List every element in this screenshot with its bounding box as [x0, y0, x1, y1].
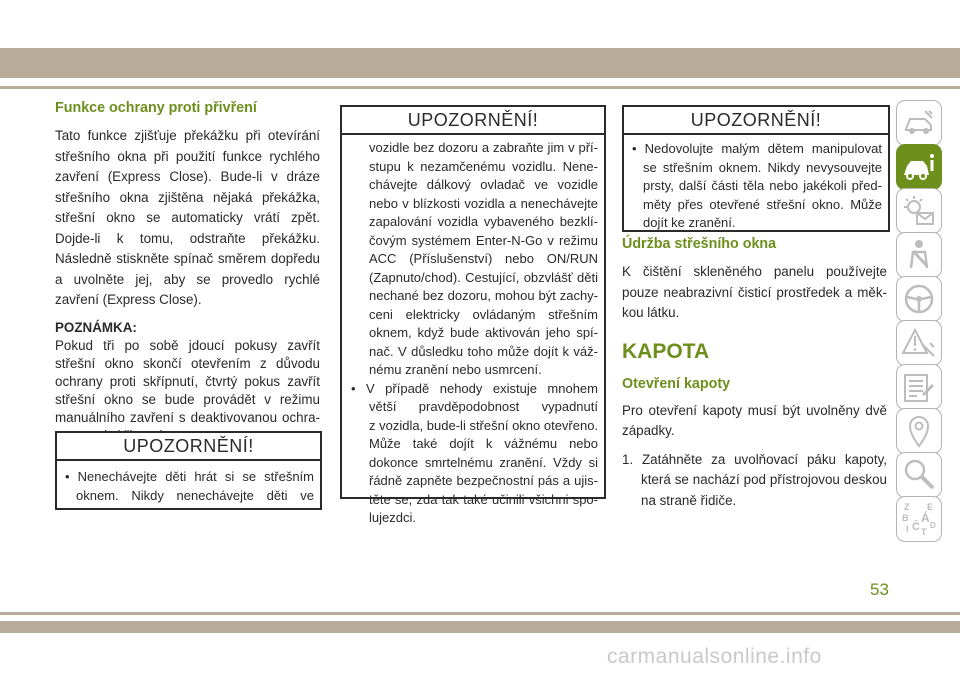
- note-line: ochrany proti skřípnutí, čtvrtý pokus zavřít: [55, 373, 320, 389]
- note-line: manuálního zavření s deaktivovanou ochra-: [55, 409, 320, 425]
- paragraph-line: a uvolněte jej, aby se provedlo rychlé: [55, 271, 320, 287]
- header-rule: [0, 86, 960, 89]
- warning-box: [622, 105, 890, 232]
- index-letter: Z: [904, 502, 910, 512]
- steering-wheel-icon: [901, 281, 937, 317]
- index-letter: Č: [912, 521, 920, 533]
- tab-servicing-maintenance[interactable]: [896, 364, 942, 410]
- page-number: 53: [870, 580, 889, 599]
- paragraph-line: pouze neabrazivní čisticí prostředek a měk-: [622, 284, 887, 300]
- paragraph-line: zavření (Express Close).: [55, 292, 202, 307]
- paragraph-line: střešního okna zjištěna nějaká překážka,: [55, 189, 320, 205]
- paragraph: [622, 401, 887, 442]
- step-line: která se nachází pod přístrojovou deskou: [641, 472, 887, 487]
- warning-line: větší pravděpodobnost vypadnutí: [369, 399, 598, 414]
- warning-title: UPOZORNĚNÍ!: [57, 433, 320, 461]
- tab-safety[interactable]: [896, 232, 942, 278]
- warning-line: nač. V důsledku toho může dojít k váž-: [369, 343, 598, 359]
- bullet-item: • Nedovolujte malým dětem manipulovat: [632, 141, 882, 156]
- warning-line: Může také dojít k vážnému nebo: [369, 436, 598, 451]
- note-title: POZNÁMKA:: [55, 319, 137, 335]
- step-line: na straně řidiče.: [641, 492, 737, 508]
- note-text: [55, 337, 320, 445]
- tab-starting-operating[interactable]: [896, 276, 942, 322]
- warning-line: ceni elektricky ovládaným střešním: [369, 306, 598, 322]
- warning-line: prsty, další části těla nebo jakékoli před-: [643, 178, 882, 193]
- warning-line: (Zapnuto/chod). Cestující, obzvlášť děti: [369, 269, 598, 285]
- paragraph-line: Dojde-li k tomu, odstraňte překážku.: [55, 230, 320, 246]
- section-heading: Funkce ochrany proti přivření: [55, 100, 257, 116]
- warning-line: stupu k nezamčenému vozidlu. Nene-: [369, 158, 598, 174]
- note-line: Pokud tři po sobě jdoucí pokusy zavřít: [55, 337, 320, 353]
- right-column: [622, 236, 887, 511]
- warning-line: oknem. Nikdy nenechávejte děti ve: [76, 487, 314, 503]
- warning-line: čovým systémem Enter-N-Go v režimu: [369, 232, 598, 248]
- warning-box-continued: [340, 105, 606, 525]
- index-letter: Á: [921, 511, 930, 525]
- note-line: střešní okno skončí otevřením z důvodu: [55, 355, 320, 371]
- warning-line: se střešním oknem. Nikdy nevysouvejte: [643, 159, 882, 175]
- warning-line: chávejte dálkový ovladač ve vozidle: [369, 177, 598, 192]
- tab-instrument-cluster[interactable]: [896, 188, 942, 234]
- warning-light-icon: [901, 193, 937, 229]
- header-band: [0, 48, 960, 78]
- tab-search[interactable]: [896, 452, 942, 498]
- warning-line: z vozidla, bude-li střešní okno otevřeno.: [369, 417, 599, 433]
- paragraph-line: střešní okno se automaticky vrátí zpět.: [55, 210, 320, 225]
- index-letters-icon: [901, 501, 937, 537]
- tab-index[interactable]: [896, 496, 942, 542]
- index-letter: B: [902, 513, 909, 523]
- watermark: carmanualsonline.info: [607, 645, 822, 668]
- chapter-title: KAPOTA: [622, 339, 710, 363]
- tab-introduction[interactable]: [896, 100, 942, 146]
- tab-getting-to-know-vehicle[interactable]: [896, 144, 942, 190]
- warning-line: zapalování vozidla vybaveného bezklí-: [369, 214, 598, 229]
- paragraph-line: kou látku.: [622, 305, 680, 320]
- index-letter: E: [927, 502, 934, 512]
- car-info-icon: [901, 149, 937, 185]
- paragraph-line: Následně stiskněte spínač směrem dopředu: [55, 251, 320, 266]
- seat-belt-icon: [901, 237, 937, 273]
- note-line: střešní okno se bude provádět v režimu: [55, 391, 320, 407]
- paragraph-line: západky.: [622, 423, 675, 438]
- step-item: 1. Zatáhněte za uvolňovací páku kapoty,: [622, 451, 887, 467]
- footer-band: [0, 621, 960, 633]
- paragraph: [622, 262, 887, 324]
- paragraph: [55, 126, 320, 311]
- warning-line: řádně zapněte bezpečnostní pás a ujis-: [369, 473, 598, 488]
- warning-line: nému zranění nebo usmrcení.: [369, 362, 542, 377]
- left-column: [55, 100, 320, 445]
- paragraph-line: K čištění skleněného panelu používejte: [622, 264, 887, 279]
- warning-line: • Nenechávejte děti hrát si se střešním: [65, 469, 314, 484]
- paragraph-line: Pro otevření kapoty musí být uvolněny dvě: [622, 402, 887, 418]
- warning-line: vozidle bez dozoru a zabraňte jim v pří-: [369, 140, 598, 155]
- warning-title: UPOZORNĚNÍ!: [342, 107, 604, 135]
- hazard-triangle-icon: [901, 325, 937, 361]
- tab-in-case-of-emergency[interactable]: [896, 320, 942, 366]
- bullet-item: • V případě nehody existuje mnohem: [351, 380, 598, 396]
- warning-box: [55, 431, 322, 510]
- warning-line: ACC (Příslušenství) nebo ON/RUN: [369, 251, 598, 266]
- paragraph-line: Tato funkce zjišťuje překážku při otevírání: [55, 128, 320, 143]
- warning-line: měty přes otevřené střešní okno. Může: [643, 196, 882, 212]
- warning-line: oknem, když bude aktivován jeho spí-: [369, 325, 598, 340]
- warning-line: nechané bez dozoru, mohou být zachy-: [369, 288, 598, 303]
- paragraph-line: zavření (Express Close). Bude-li v dráze: [55, 169, 320, 184]
- warning-line: těte se, zda tak také učinili všichni spo-: [369, 491, 598, 507]
- warning-line: nebo v blízkosti vozidla a nenechávejte: [369, 195, 598, 211]
- warning-line: lujezdci.: [369, 510, 416, 525]
- tab-technical-specifications[interactable]: [896, 408, 942, 454]
- index-letter: D: [930, 521, 936, 530]
- warning-title: UPOZORNĚNÍ!: [624, 107, 888, 135]
- section-heading: Otevření kapoty: [622, 375, 731, 392]
- section-heading: Údržba střešního okna: [622, 236, 777, 252]
- warning-line: dokonce smrtelnému zranění. Vždy si: [369, 454, 598, 470]
- warning-line: dojít ke zranění.: [643, 215, 736, 230]
- location-pin-icon: [901, 413, 937, 449]
- index-letter: T: [921, 527, 927, 537]
- magnifier-icon: [901, 457, 937, 493]
- paragraph-line: střešního okna při použití funkce rychlého: [55, 148, 320, 164]
- footer-rule: [0, 612, 960, 615]
- service-list-icon: [901, 369, 937, 405]
- index-letter: I: [906, 524, 909, 534]
- car-dashboard-icon: [901, 105, 937, 141]
